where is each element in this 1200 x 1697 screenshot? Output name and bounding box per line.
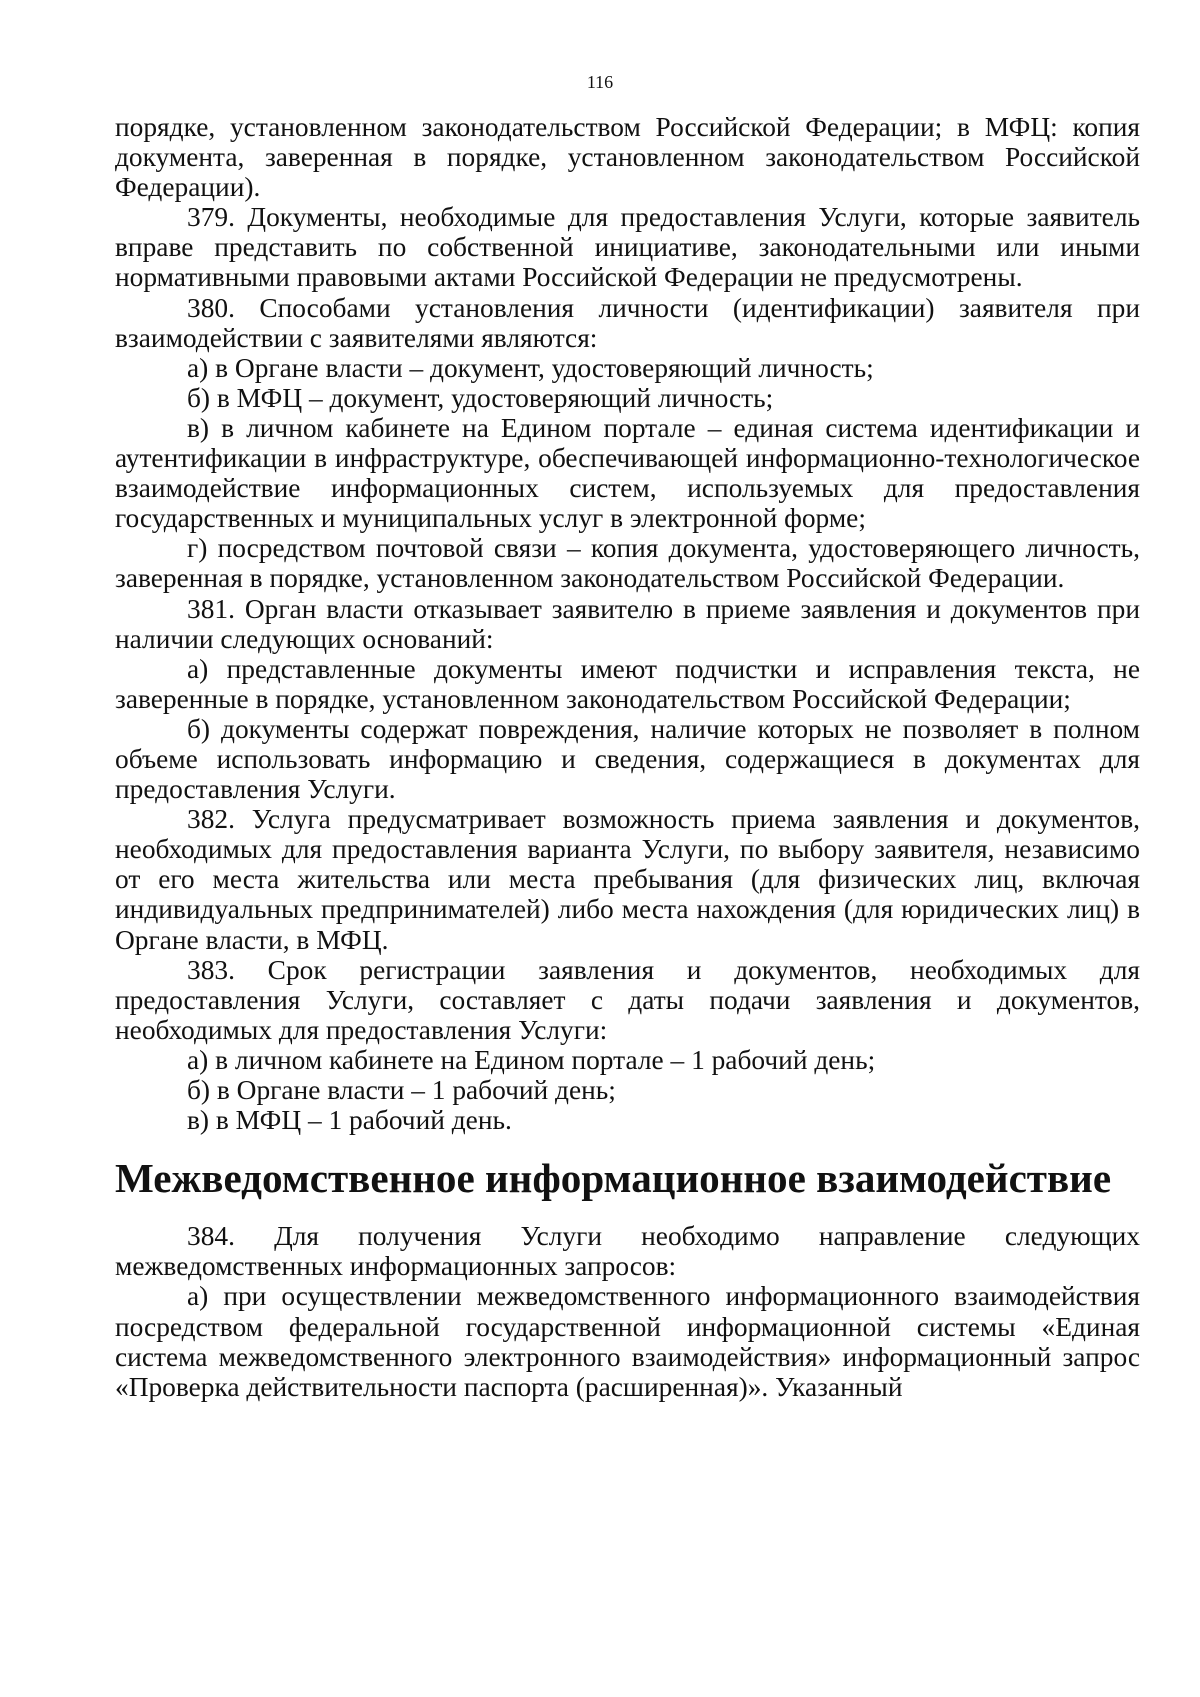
paragraph-380-d: г) посредством почтовой связи – копия документа, удостоверяющего личность, заверенная в порядке, установленном законодательством Российской Федерации. (115, 533, 1140, 594)
paragraph-380-c: в) в личном кабинете на Едином портале – единая система идентификации и аутентификации в инфраструктуре, обеспечивающей информационно-технологическое взаимодействие информационных систем, используемых для предоставления государственных и муниципальных услуг в электронной форме; (115, 412, 1140, 534)
paragraph-383-c: в) в МФЦ – 1 рабочий день. (187, 1105, 512, 1136)
page-number: 116 (586, 72, 614, 92)
paragraph-384: 384. Для получения Услуги необходимо направление следующих межведомственных информационных запросов: (115, 1221, 1140, 1282)
section-heading: Межведомственное информационное взаимодействие (115, 1155, 1112, 1202)
paragraph-381-b: б) документы содержат повреждения, наличие которых не позволяет в полном объеме использовать информацию и сведения, содержащиеся в документах для предоставления Услуги. (115, 713, 1140, 805)
paragraph-383: 383. Срок регистрации заявления и документов, необходимых для предоставления Услуги, составляет с даты подачи заявления и документов, необходимых для предоставления Услуги: (115, 954, 1140, 1045)
document-body (115, 112, 1140, 1402)
paragraph-383-b: б) в Органе власти – 1 рабочий день; (187, 1075, 616, 1105)
paragraph-382: 382. Услуга предусматривает возможность приема заявления и документов, необходимых для предоставления варианта Услуги, по выбору заявителя, независимо от его места жительства или места пребывания (для физических лиц, включая индивидуальных предпринимателей) либо места нахождения (для юридических лиц) в Органе власти, в МФЦ. (115, 804, 1140, 955)
paragraph-continuation: порядке, установленном законодательством Российской Федерации; в МФЦ: копия документа, заверенная в порядке, установленном законодательством Российской Федерации). (115, 112, 1140, 203)
paragraph-380: 380. Способами установления личности (идентификации) заявителя при взаимодействии с заявителями являются: (115, 292, 1140, 353)
paragraph-380-a: а) в Органе власти – документ, удостоверяющий личность; (187, 352, 874, 383)
paragraph-380-b: б) в МФЦ – документ, удостоверяющий личность; (187, 382, 774, 413)
paragraph-381: 381. Орган власти отказывает заявителю в приеме заявления и документов при наличии следующих оснований: (115, 593, 1140, 654)
paragraph-381-a: а) представленные документы имеют подчистки и исправления текста, не заверенные в порядке, установленном законодательством Российской Федерации; (115, 653, 1140, 714)
paragraph-384-a: а) при осуществлении межведомственного информационного взаимодействия посредством федеральной государственной информационной системы «Единая система межведомственного электронного взаимодействия» информационный запрос «Проверка действительности паспорта (расширенная)». Указанный (115, 1281, 1140, 1402)
paragraph-383-a: а) в личном кабинете на Едином портале – 1 рабочий день; (187, 1044, 876, 1075)
paragraph-379: 379. Документы, необходимые для предоставления Услуги, которые заявитель вправе представить по собственной инициативе, законодательными или иными нормативными правовыми актами Российской Федерации не предусмотрены. (115, 202, 1140, 293)
